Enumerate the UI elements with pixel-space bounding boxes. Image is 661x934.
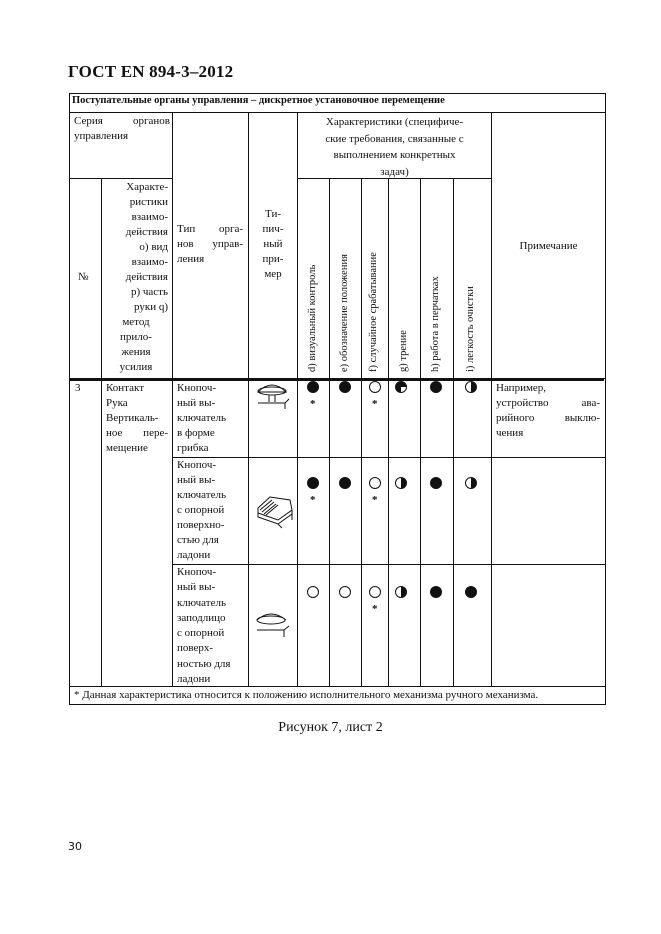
column-header-gloves: h) работа в перчатках [430, 276, 441, 372]
group-number: 3 [75, 382, 81, 394]
rating-full-icon [465, 586, 477, 598]
palm-button-icon [258, 497, 292, 528]
figure-caption: Рисунок 7, лист 2 [278, 720, 383, 735]
rating-full-icon [307, 381, 319, 393]
table-row-3-type: Кнопоч- ный вы- ключатель заподлицо с опорной поверх- ностью для ладони [177, 566, 231, 686]
rating-full-icon [307, 477, 319, 489]
column-header-position-indication: e) обозначение положения [339, 254, 350, 372]
group-interaction: Контакт Рука Вертикаль- ное пере- мещение [106, 382, 168, 454]
footnote-star-icon: * [372, 494, 378, 506]
rating-empty-icon [339, 586, 351, 598]
rating-empty-icon [307, 586, 319, 598]
rating-empty-icon [369, 381, 381, 393]
rating-empty-icon [369, 477, 381, 489]
header-number: № [78, 271, 89, 283]
table-footnote: * Данная характеристика относится к положению исполнительного механизма ручного механизма. [74, 689, 539, 701]
header-series: Серия органов управления [74, 115, 170, 142]
rating-half-icon [395, 477, 407, 489]
footnote-star-icon: * [310, 494, 316, 506]
rating-full-icon [430, 477, 442, 489]
header-specific: Характеристики (специфиче- ские требования, связанные с выполнением конкретных задач) [325, 116, 464, 178]
rating-full-icon [339, 381, 351, 393]
page-number: 30 [68, 840, 82, 853]
flush-button-icon [257, 614, 289, 637]
column-header-cleaning: i) легкость очистки [465, 286, 476, 372]
header-control-type: Тип орга- нов управ- ления [177, 223, 243, 265]
rating-empty-icon [369, 586, 381, 598]
footnote-star-icon: * [372, 398, 378, 410]
column-header-friction: g) трение [398, 330, 409, 372]
rating-full-icon [339, 477, 351, 489]
footnote-star-icon: * [372, 603, 378, 615]
table-row-1-type: Кнопоч- ный вы- ключатель в форме грибка [177, 382, 226, 454]
table-row-2-type: Кнопоч- ный вы- ключатель с опорной поверхно- стью для ладони [177, 459, 226, 561]
column-header-accidental-actuation: f) случайное срабатывание [368, 252, 379, 372]
header-characteristics: Характе- ристики взаимо- действия о) вид взаимо- действия р) часть руки q) метод прило- жения усилия [119, 181, 168, 373]
column-header-visual-control: d) визуальный контроль [307, 264, 318, 372]
rating-full-icon [430, 381, 442, 393]
rating-half-icon [465, 477, 477, 489]
table-row-1-note: Например, устройство ава- рийного выклю- чения [496, 382, 600, 439]
header-typical-example: Ти- пич- ный при- мер [262, 208, 284, 280]
footnote-star-icon: * [310, 398, 316, 410]
table-band-title: Поступательные органы управления – дискретное установочное перемещение [72, 95, 445, 106]
rating-half-icon [395, 586, 407, 598]
rating-half-icon [465, 381, 477, 393]
rating-threeq-icon [395, 381, 407, 393]
mushroom-button-icon [258, 385, 289, 409]
rating-full-icon [430, 586, 442, 598]
document-title: ГОСТ EN 894-3–2012 [68, 62, 234, 81]
header-note: Примечание [519, 240, 578, 252]
